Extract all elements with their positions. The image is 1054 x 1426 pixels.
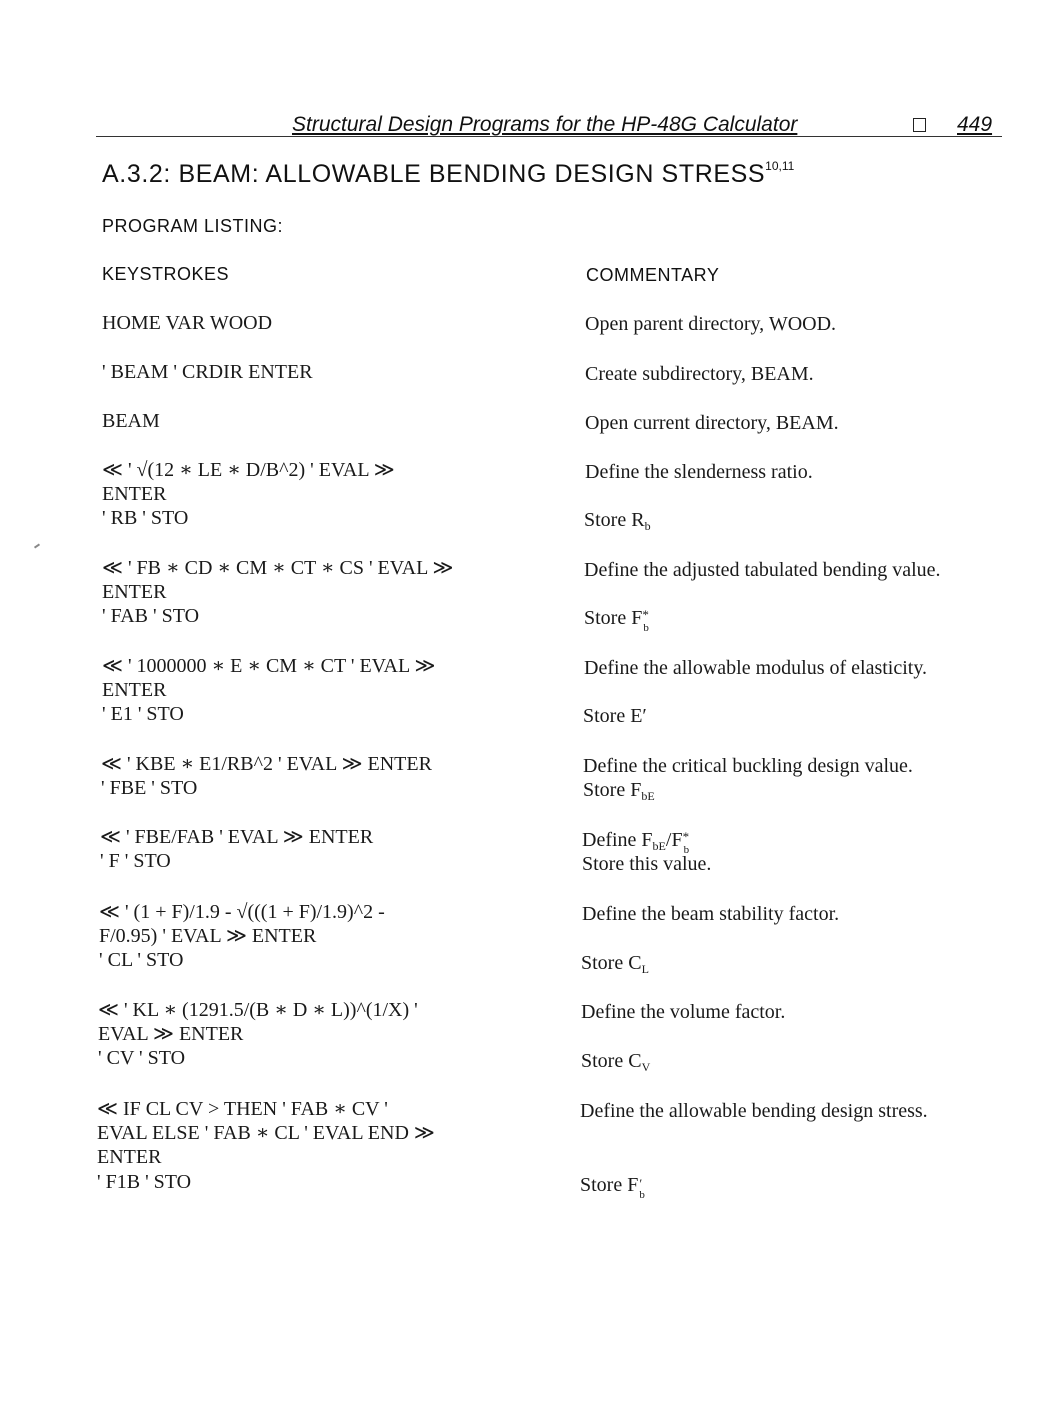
- keystroke-line: ENTER: [97, 1146, 162, 1168]
- keystroke-line: ≪ ' √(12 ∗ LE ∗ D/B^2) ' EVAL ≫: [102, 459, 395, 481]
- subscript: b: [644, 519, 651, 533]
- running-head: Structural Design Programs for the HP-48G Calculator: [292, 113, 798, 136]
- commentary-heading: COMMENTARY: [586, 265, 720, 285]
- define-ratio-text: Define F: [582, 829, 653, 851]
- commentary-line: Open parent directory, WOOD.: [585, 313, 837, 335]
- keystroke-line: F/0.95) ' EVAL ≫ ENTER: [99, 925, 317, 947]
- commentary-line: [581, 1049, 650, 1079]
- keystroke-line: ≪ ' FBE/FAB ' EVAL ≫ ENTER: [100, 826, 374, 848]
- store-cv-text: Store C: [581, 1050, 642, 1072]
- commentary-line: Open current directory, BEAM.: [585, 412, 839, 434]
- keystroke-line: ≪ IF CL CV > THEN ' FAB ∗ CV ': [97, 1098, 388, 1120]
- keystroke-line: ' F1B ' STO: [97, 1171, 192, 1193]
- page-number: 449: [957, 113, 993, 136]
- commentary-line: Define the adjusted tabulated bending value.: [584, 559, 941, 581]
- header-rule: [96, 136, 1002, 137]
- store-cl-text: Store C: [581, 952, 642, 974]
- commentary-line: Define the slenderness ratio.: [585, 461, 813, 483]
- commentary-line: [580, 1173, 647, 1201]
- commentary-line: Define the volume factor.: [581, 1001, 786, 1023]
- keystroke-line: ≪ ' KL ∗ (1291.5/(B ∗ D ∗ L))^(1/X) ': [98, 999, 418, 1021]
- program-listing-label: PROGRAM LISTING:: [102, 216, 284, 236]
- fb-star-stack: [642, 606, 651, 634]
- superscript-star: *: [682, 829, 690, 844]
- fb-prime-stack: [638, 1173, 647, 1201]
- keystroke-line: ≪ ' 1000000 ∗ E ∗ CM ∗ CT ' EVAL ≫: [102, 655, 436, 677]
- subscript: bE: [652, 839, 666, 853]
- ratio-divisor: /F: [665, 829, 683, 851]
- commentary-line: Store this value.: [582, 853, 712, 875]
- keystroke-line: ' FBE ' STO: [101, 777, 198, 799]
- commentary-line: [584, 606, 651, 634]
- section-title: [102, 159, 794, 189]
- subscript: bE: [641, 789, 655, 803]
- keystroke-line: ENTER: [102, 679, 167, 701]
- store-fbe-text: Store F: [583, 779, 642, 801]
- keystroke-line: ' BEAM ' CRDIR ENTER: [102, 361, 313, 383]
- subscript: b: [639, 1189, 645, 1201]
- store-fb-star-text: Store F: [584, 607, 643, 629]
- section-title-text: A.3.2: BEAM: ALLOWABLE BENDING DESIGN STRESS: [102, 160, 766, 188]
- subscript: L: [641, 962, 649, 976]
- keystroke-line: EVAL ≫ ENTER: [98, 1023, 244, 1045]
- commentary-line: Define the beam stability factor.: [582, 903, 840, 925]
- store-fb-prime-text: Store F: [580, 1174, 639, 1196]
- section-refs: 10,11: [765, 159, 795, 173]
- commentary-line: Define the allowable modulus of elasticity.: [584, 657, 928, 679]
- keystroke-line: ' CV ' STO: [98, 1047, 186, 1069]
- keystroke-line: ENTER: [102, 483, 167, 505]
- keystroke-line: ' E1 ' STO: [102, 703, 184, 725]
- commentary-line: Define the allowable bending design stress.: [580, 1100, 928, 1122]
- superscript-star: *: [642, 607, 649, 622]
- subscript: V: [641, 1060, 651, 1074]
- keystroke-line: EVAL ELSE ' FAB ∗ CL ' EVAL END ≫: [97, 1122, 435, 1144]
- keystroke-line: BEAM: [102, 410, 160, 432]
- keystroke-line: ≪ ' (1 + F)/1.9 - √(((1 + F)/1.9)^2 -: [99, 901, 385, 923]
- box-icon: [913, 118, 926, 132]
- keystroke-line: ' F ' STO: [100, 850, 171, 872]
- commentary-line: [584, 508, 651, 538]
- keystroke-line: HOME VAR WOOD: [102, 312, 273, 334]
- commentary-line: Create subdirectory, BEAM.: [585, 363, 814, 385]
- commentary-line: Define the critical buckling design value.: [583, 755, 913, 777]
- keystroke-line: ≪ ' KBE ∗ E1/RB^2 ' EVAL ≫ ENTER: [101, 753, 432, 775]
- subscript: b: [683, 844, 690, 856]
- commentary-line: Store E′: [583, 705, 647, 727]
- commentary-line: [581, 951, 649, 981]
- keystroke-line: ≪ ' FB ∗ CD ∗ CM ∗ CT ∗ CS ' EVAL ≫: [102, 557, 454, 579]
- subscript: b: [643, 622, 649, 634]
- commentary-line: [583, 778, 655, 808]
- keystroke-line: ENTER: [102, 581, 167, 603]
- store-rb-text: Store R: [584, 509, 645, 531]
- superscript-prime: ′: [639, 1176, 643, 1191]
- keystroke-line: ' RB ' STO: [102, 507, 189, 529]
- margin-mark: [34, 543, 40, 548]
- keystroke-line: ' FAB ' STO: [102, 605, 200, 627]
- fb-star-stack: [682, 828, 692, 856]
- keystrokes-heading: KEYSTROKES: [102, 264, 230, 284]
- keystroke-line: ' CL ' STO: [99, 949, 184, 971]
